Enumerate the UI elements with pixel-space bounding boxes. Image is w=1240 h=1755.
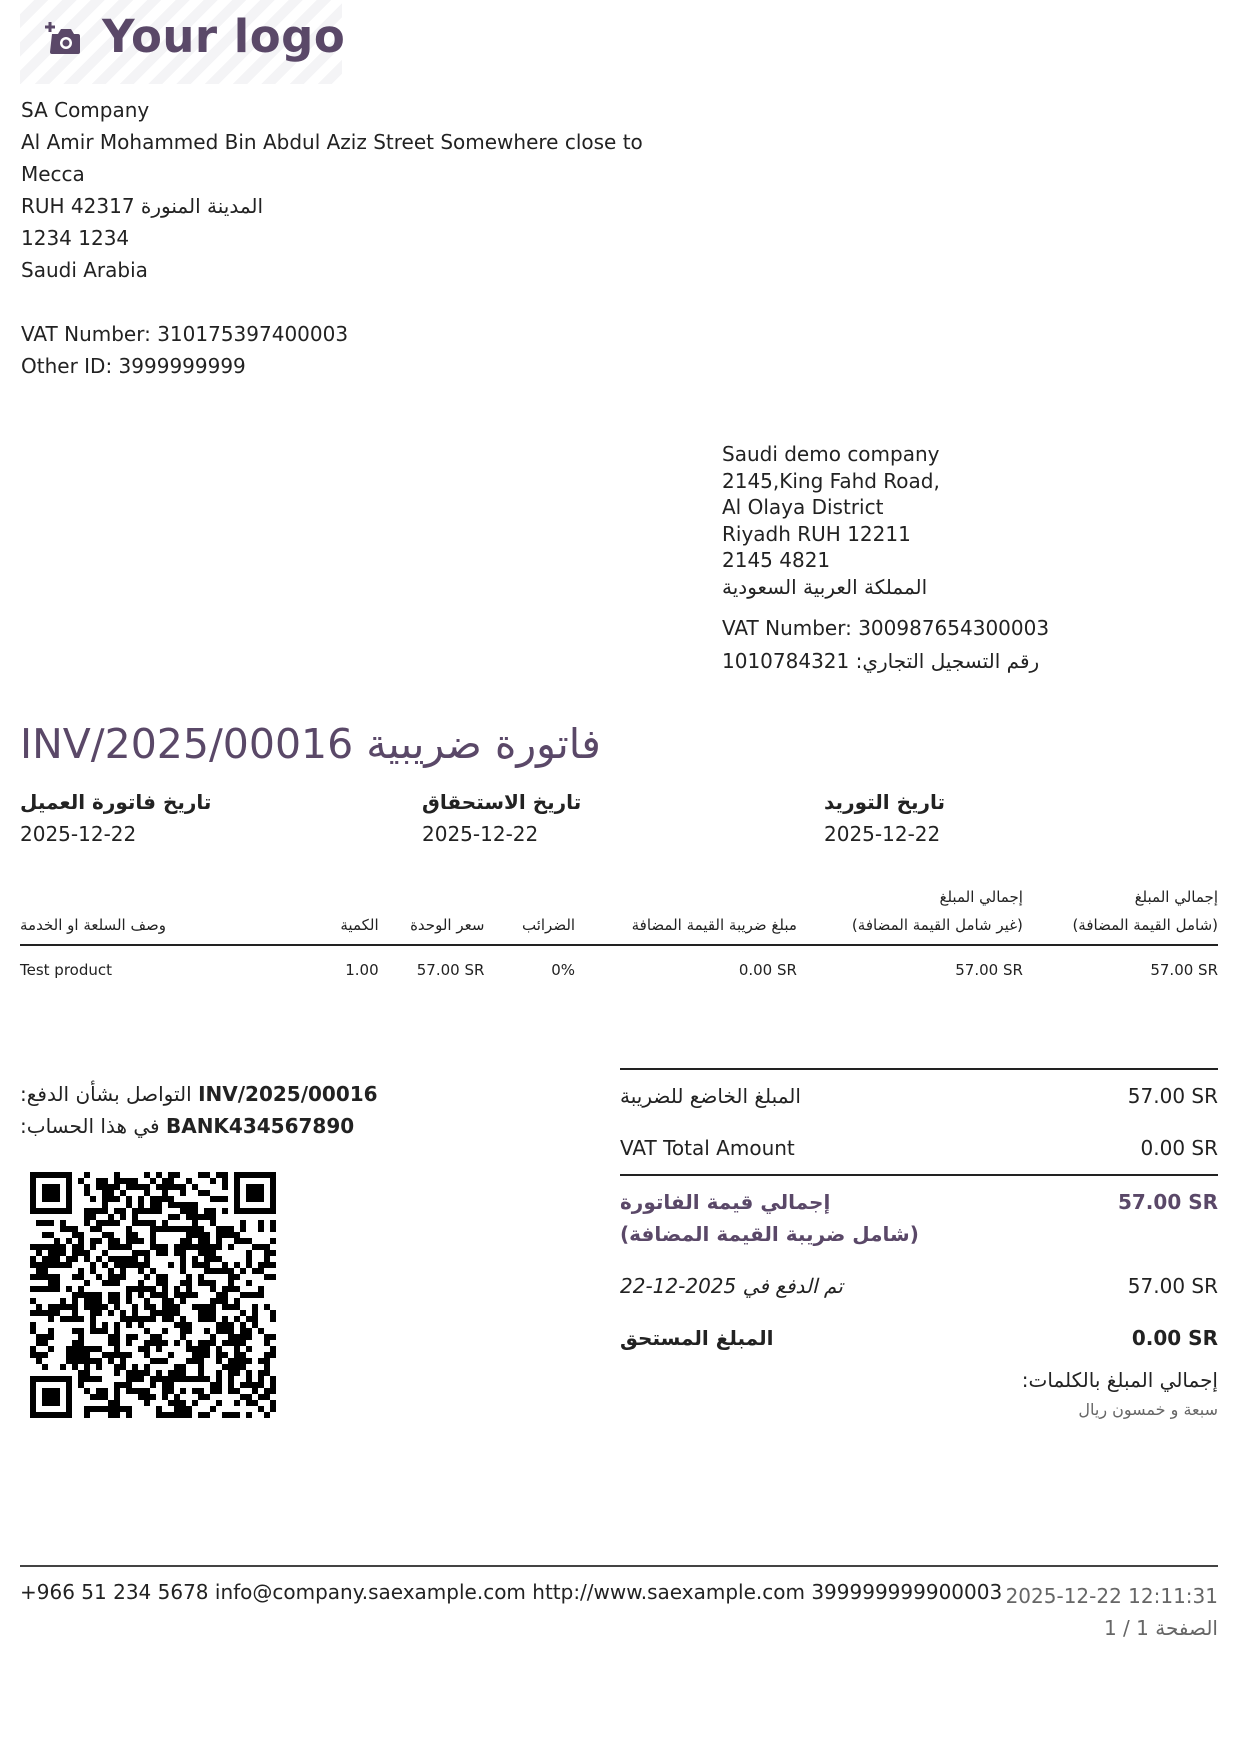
cell-vat-amount: 0.00 SR	[738, 961, 797, 979]
cell-subtotal: 57.00 SR	[955, 961, 1023, 979]
payment-account-value: BANK434567890	[165, 1114, 355, 1138]
client-district: Al Olaya District	[722, 495, 884, 519]
paid-value: 57.00 SR	[1127, 1274, 1218, 1298]
taxable-value: 57.00 SR	[1127, 1084, 1218, 1108]
invoice-date-value: 2025-12-22	[20, 822, 137, 846]
taxable-label: المبلغ الخاضع للضريبة	[620, 1084, 801, 1108]
footer-page-number: الصفحة 1 / 1	[1103, 1616, 1218, 1640]
due-date-value: 2025-12-22	[422, 822, 539, 846]
invoice-total-row	[620, 1174, 1218, 1260]
qr-code	[30, 1172, 276, 1418]
company-other-id: Other ID: 3999999999	[21, 354, 246, 378]
client-vat: VAT Number: 300987654300003	[722, 616, 1050, 640]
vat-total-row	[620, 1122, 1218, 1174]
paid-label: تم الدفع في 2025-12-22	[620, 1274, 843, 1298]
client-country: المملكة العربية السعودية	[722, 574, 928, 599]
col-subtotal-line1: إجمالي المبلغ	[939, 888, 1023, 906]
invoice-date-block	[20, 790, 211, 854]
footer-timestamp: 2025-12-22 12:11:31	[1005, 1584, 1218, 1608]
col-description: وصف السلعة او الخدمة	[20, 884, 292, 945]
paid-row	[620, 1260, 1218, 1312]
cell-unit-price: 57.00 SR	[416, 961, 485, 979]
company-country: Saudi Arabia	[21, 258, 148, 282]
client-street: 2145,King Fahd Road,	[722, 468, 940, 493]
cell-total: 57.00 SR	[1150, 961, 1218, 979]
invoice-total-label	[620, 1186, 919, 1250]
totals-block	[620, 1068, 1218, 1364]
vat-total-value: 0.00 SR	[1140, 1136, 1218, 1160]
company-name: SA Company	[21, 98, 150, 122]
company-zip: 1234 1234	[21, 226, 130, 250]
col-total-line2: (شامل القيمة المضافة)	[1072, 916, 1218, 934]
taxable-row	[620, 1068, 1218, 1122]
invoice-lines-table	[20, 884, 1218, 991]
company-street2: Mecca	[21, 162, 85, 186]
invoice-total-value: 57.00 SR	[1117, 1190, 1218, 1214]
table-row	[20, 945, 1218, 991]
cell-taxes: 0%	[551, 961, 576, 979]
amount-in-words-value: سبعة و خمسون ريال	[1078, 1400, 1218, 1419]
payment-reference-label: التواصل بشأن الدفع:	[20, 1082, 192, 1106]
payment-account-label: في هذا الحساب:	[20, 1114, 160, 1138]
amount-in-words-label: إجمالي المبلغ بالكلمات:	[1021, 1368, 1218, 1392]
col-total-line1: إجمالي المبلغ	[1134, 888, 1218, 906]
amount-due-row	[620, 1312, 1218, 1364]
col-taxes: الضرائب	[484, 884, 575, 945]
logo-text: Your logo	[102, 10, 346, 63]
footer-meta	[1006, 1580, 1218, 1644]
col-total	[1023, 884, 1218, 945]
payment-info	[20, 1078, 378, 1142]
amount-due-label: المبلغ المستحق	[620, 1326, 774, 1350]
invoice-title: فاتورة ضريبية INV/2025/00016	[20, 720, 601, 768]
company-street: Al Amir Mohammed Bin Abdul Aziz Street Somewhere close to	[21, 130, 643, 154]
footer-contact: +966 51 234 5678 info@company.saexample.com http://www.saexample.com 399999999900003	[20, 1580, 1003, 1604]
due-date-block	[422, 790, 581, 854]
delivery-date-block	[824, 790, 945, 854]
client-name: Saudi demo company	[722, 442, 940, 466]
company-city: المدينة المنورة RUH 42317	[21, 194, 264, 218]
due-date-label: تاريخ الاستحقاق	[422, 790, 582, 814]
delivery-date-label: تاريخ التوريد	[824, 790, 946, 814]
amount-due-value: 0.00 SR	[1131, 1326, 1218, 1350]
client-zip: 2145 4821	[722, 548, 831, 572]
client-address	[722, 441, 1049, 678]
client-city: Riyadh RUH 12211	[722, 521, 911, 546]
delivery-date-value: 2025-12-22	[824, 822, 941, 846]
vat-total-label: VAT Total Amount	[620, 1136, 795, 1160]
invoice-total-label-2: (شامل ضريبة القيمة المضافة)	[620, 1222, 919, 1246]
payment-reference-value: INV/2025/00016	[198, 1082, 378, 1106]
company-logo	[20, 0, 346, 84]
table-header-row	[20, 884, 1218, 945]
invoice-total-label-1: إجمالي قيمة الفاتورة	[620, 1190, 831, 1214]
col-quantity: الكمية	[292, 884, 378, 945]
payment-reference	[20, 1078, 378, 1110]
cell-quantity: 1.00	[345, 961, 379, 979]
camera-icon	[44, 20, 82, 58]
col-subtotal	[797, 884, 1023, 945]
payment-account	[20, 1110, 378, 1142]
footer-divider	[20, 1565, 1218, 1567]
company-address	[21, 94, 643, 382]
col-unit-price: سعر الوحدة	[379, 884, 485, 945]
invoice-date-label: تاريخ فاتورة العميل	[20, 790, 212, 814]
col-subtotal-line2: (غير شامل القيمة المضافة)	[851, 916, 1023, 934]
client-cr: رقم التسجيل التجاري: 1010784321	[722, 649, 1040, 673]
cell-description: Test product	[20, 961, 112, 979]
company-vat: VAT Number: 310175397400003	[21, 322, 349, 346]
col-vat-amount: مبلغ ضريبة القيمة المضافة	[575, 884, 797, 945]
